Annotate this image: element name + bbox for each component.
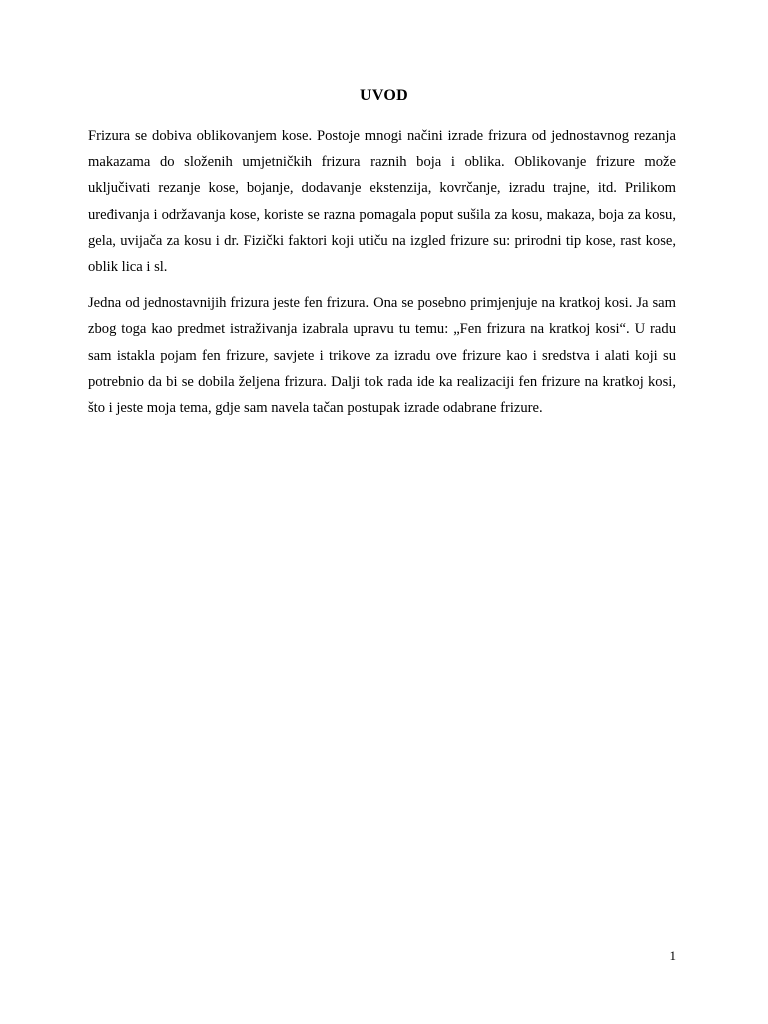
body-text [88, 123, 676, 421]
page-title: UVOD [360, 87, 408, 104]
page-number: 1 [669, 948, 676, 963]
paragraph-intro: Frizura se dobiva oblikovanjem kose. Postoje mnogi načini izrade frizura od jednostavnog rezanja makazama do složenih umjetničkih frizura raznih boja i oblika. Oblikovanje frizure može uključivati rezanje kose, bojanje, dodavanje ekstenzija, kovrčanje, izradu trajne, itd. Prilikom uređivanja i održavanja kose, koriste se razna pomagala poput sušila za kosu, makaza, boja za kosu, gela, uvijača za kosu i dr. Fizički faktori koji utiču na izgled frizure su: prirodni tip kose, rast kose, oblik lica i sl. [88, 128, 676, 276]
paragraph-topic: Jedna od jednostavnijih frizura jeste fen frizura. Ona se posebno primjenjuje na kratkoj kosi. Ja sam zbog toga kao predmet istraživanja izabrala upravu tu temu: „Fen frizura na kratkoj kosi“. U radu sam istakla pojam fen frizure, savjete i trikove za izradu ove frizure kao i sredstva i alati koji su potrebnio da bi se dobila željena frizura. Dalji tok rada ide ka realizaciji fen frizure na kratkoj kosi, što i jeste moja tema, gdje sam navela tačan postupak izrade odabrane frizure. [88, 295, 676, 417]
